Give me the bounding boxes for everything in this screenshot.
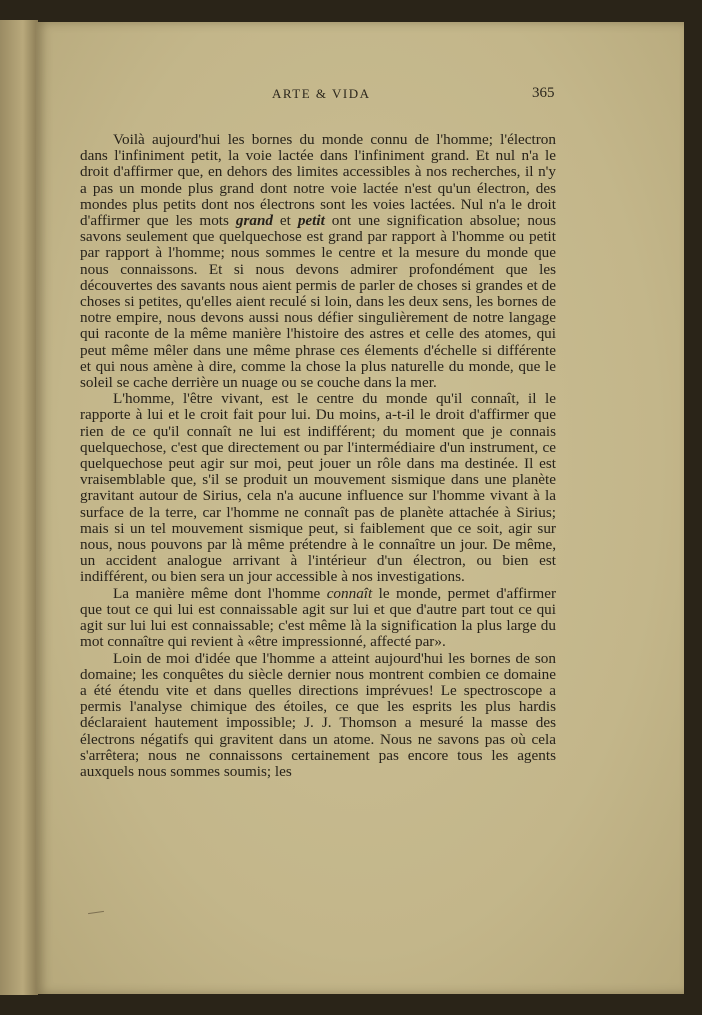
page-header — [36, 86, 684, 106]
paragraph-4: Loin de moi d'idée que l'homme a atteint aujourd'hui les bornes de son domaine; les conquêtes du siècle dernier nous montrent combien ce domaine a été étendu vite et dans quelles directions imprévues! Le spectroscope a permis l'analyse chimique des étoiles, ce que les esprits les plus hardis déclaraient hautement impossible; J. J. Thomson a mesuré la masse des électrons négatifs qui gravitent dans un atome. Nous ne savons pas où cela s'arrêtera; nous ne connaissons certainement pas encore tous les agents auxquels nous sommes soumis; les — [80, 649, 556, 780]
paragraph-2: L'homme, l'être vivant, est le centre du monde qu'il connaît, il le rapporte à lui et le croit fait pour lui. Du moins, a-t-il le droit d'affirmer que rien de ce qu'il connaît ne lui est indifférent; du moment que je connais quelquechose, c'est que directement ou par l'intermédiaire d'un instrument, ce quelquechose peut agir sur moi, peut jouer un rôle dans ma destinée. Il est vraisemblable que, s'il se produit un mouvement sismique dans une planète gravitant autour de Sirius, cela n'a aucune influence sur l'homme vivant à la surface de la terre, car l'homme ne connaît pas de planète attachée à Sirius; mais si un tel mouvement sismique peut, si faiblement que ce soit, agir sur nous, nous pouvons par là même prétendre à le connaître un jour. De même, un accident analogue arrivant à l'intérieur d'un électron, ou bien est indifférent, ou bien sera un jour accessible à nos investigations. — [80, 390, 556, 586]
emphasis-connait: connaît — [326, 584, 373, 602]
page-number: 365 — [532, 85, 555, 101]
emphasis-petit: petit — [297, 212, 325, 230]
paragraph-1: Voilà aujourd'hui les bornes du monde connu de l'homme; l'électron dans l'infiniment petit, la voie lactée dans l'infiniment grand. Et nul n'a le droit d'affirmer que, en dehors des limites accessibles à nos recherches, il n'y a pas un monde plus grand dont notre voie lactée n'est qu'un électron, des mondes plus petits dont nos électrons sont les voies lactées. Nul n'a le droit d'affirmer que les mots grand et petit ont une signification absolue; nous savons seulement que quelquechose est grand par rapport à l'homme ou petit par rapport à l'homme; nous sommes le centre et la mesure du monde que nous connaissons. Et si nous devons admirer profondément que les découvertes des savants nous aient permis de parler de choses si grandes et de choses si petites, qu'elles aient reculé si loin, dans les deux sens, les bornes de notre empire, nous devons aussi nous défier singulièrement de notre langage qui raconte de la même manière l'histoire des astres et celle des atomes, qui peut même mêler dans une même phrase ces élements d'échelle si différente et qui nous amène à dire, comme la chose la plus naturelle du monde, que le soleil se cache derrière un nuage ou se couche dans la mer. — [80, 131, 557, 392]
emphasis-grand: grand — [235, 212, 273, 230]
paragraph-3: La manière même dont l'homme connaît le monde, permet d'affirmer que tout ce qui lui est connaissable agit sur lui et que d'autre part tout ce qui agit sur lui lui est connaissable; c'est même là la signification la plus large du mot connaître qui revient à «être impressionné, affecté par». — [80, 584, 557, 651]
book-page — [36, 22, 684, 994]
running-title: ARTE & VIDA — [272, 86, 371, 101]
body-text — [80, 132, 556, 780]
adjacent-page-edge — [0, 20, 38, 995]
pencil-mark — [88, 911, 104, 914]
